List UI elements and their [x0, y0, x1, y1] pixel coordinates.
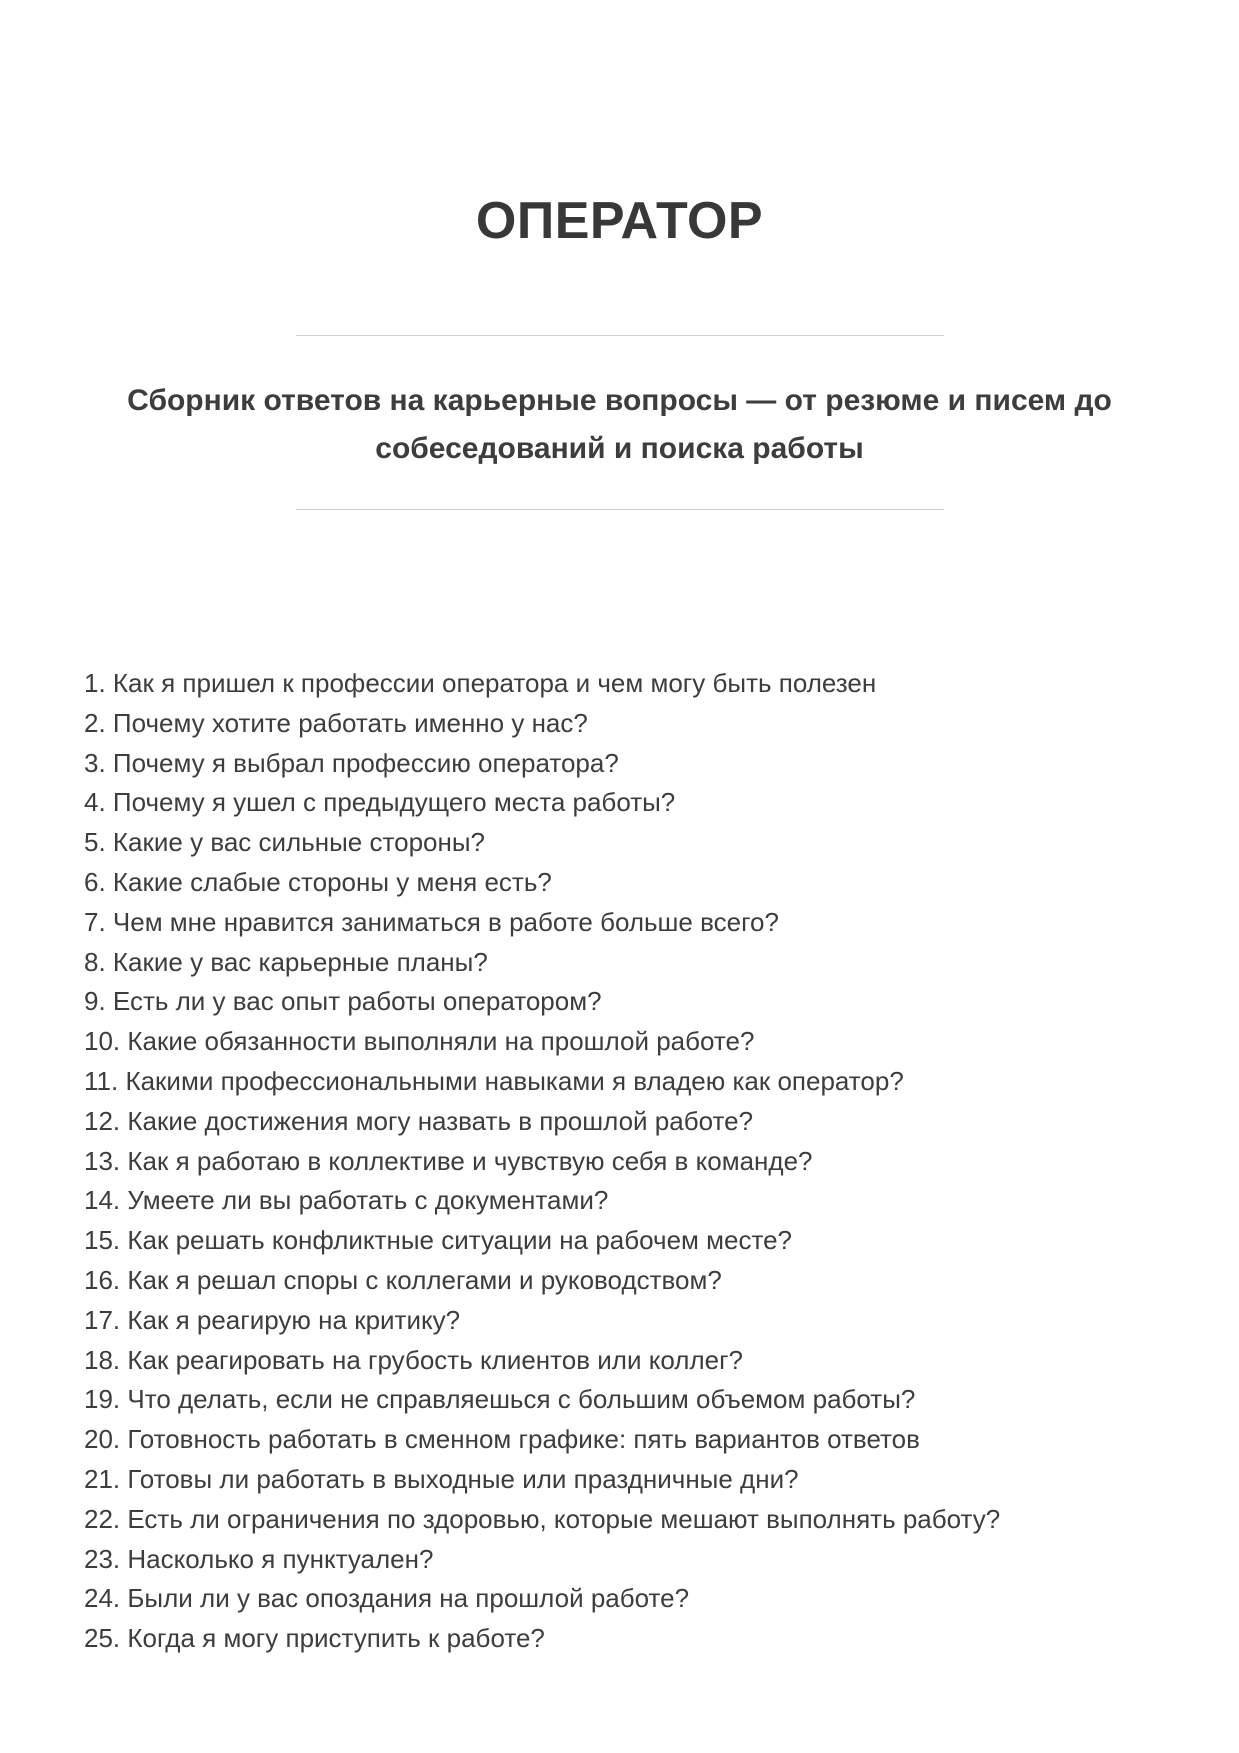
list-item: 24. Были ли у вас опоздания на прошлой работе?: [84, 1583, 690, 1614]
list-item: 20. Готовность работать в сменном графике: пять вариантов ответов: [84, 1424, 920, 1455]
list-item: 7. Чем мне нравится заниматься в работе больше всего?: [84, 906, 779, 937]
divider-top: [296, 335, 944, 336]
list-item: 11. Какими профессиональными навыками я владею как оператор?: [84, 1065, 904, 1096]
list-item: 23. Насколько я пунктуален?: [84, 1543, 434, 1574]
list-item: 21. Готовы ли работать в выходные или праздничные дни?: [84, 1463, 799, 1494]
list-item: 19. Что делать, если не справляешься с большим объемом работы?: [84, 1384, 916, 1415]
list-item: 1. Как я пришел к профессии оператора и чем могу быть полезен: [84, 668, 877, 698]
list-item: 3. Почему я выбрал профессию оператора?: [84, 747, 619, 778]
divider-bottom: [296, 509, 944, 510]
list-item: 10. Какие обязанности выполняли на прошлой работе?: [84, 1026, 755, 1057]
list-item: 15. Как решать конфликтные ситуации на рабочем месте?: [84, 1225, 792, 1256]
list-item: 25. Когда я могу приступить к работе?: [84, 1623, 545, 1654]
list-item: 8. Какие у вас карьерные планы?: [84, 946, 488, 977]
list-item: 13. Как я работаю в коллективе и чувствую себя в команде?: [84, 1145, 813, 1176]
list-item: 16. Как я решал споры с коллегами и руководством?: [84, 1264, 722, 1295]
list-item: 5. Какие у вас сильные стороны?: [84, 827, 485, 858]
list-item: 22. Есть ли ограничения по здоровью, которые мешают выполнять работу?: [84, 1503, 1001, 1534]
list-item: 9. Есть ли у вас опыт работы оператором?: [84, 986, 602, 1017]
list-item: 12. Какие достижения могу назвать в прошлой работе?: [84, 1105, 754, 1136]
list-item: 18. Как реагировать на грубость клиентов или коллег?: [84, 1344, 744, 1375]
list-item: 14. Умеете ли вы работать с документами?: [84, 1185, 609, 1216]
list-item: 17. Как я реагирую на критику?: [84, 1304, 461, 1335]
question-list: [84, 664, 1179, 1659]
list-item: 4. Почему я ушел с предыдущего места работы?: [84, 787, 676, 818]
list-item: 6. Какие слабые стороны у меня есть?: [84, 866, 552, 897]
page-title: ОПЕРАТОР: [475, 192, 764, 250]
page-subtitle: Сборник ответов на карьерные вопросы — от резюме и писем до собеседований и поиска работы: [127, 384, 1112, 465]
list-item: 2. Почему хотите работать именно у нас?: [84, 707, 588, 738]
